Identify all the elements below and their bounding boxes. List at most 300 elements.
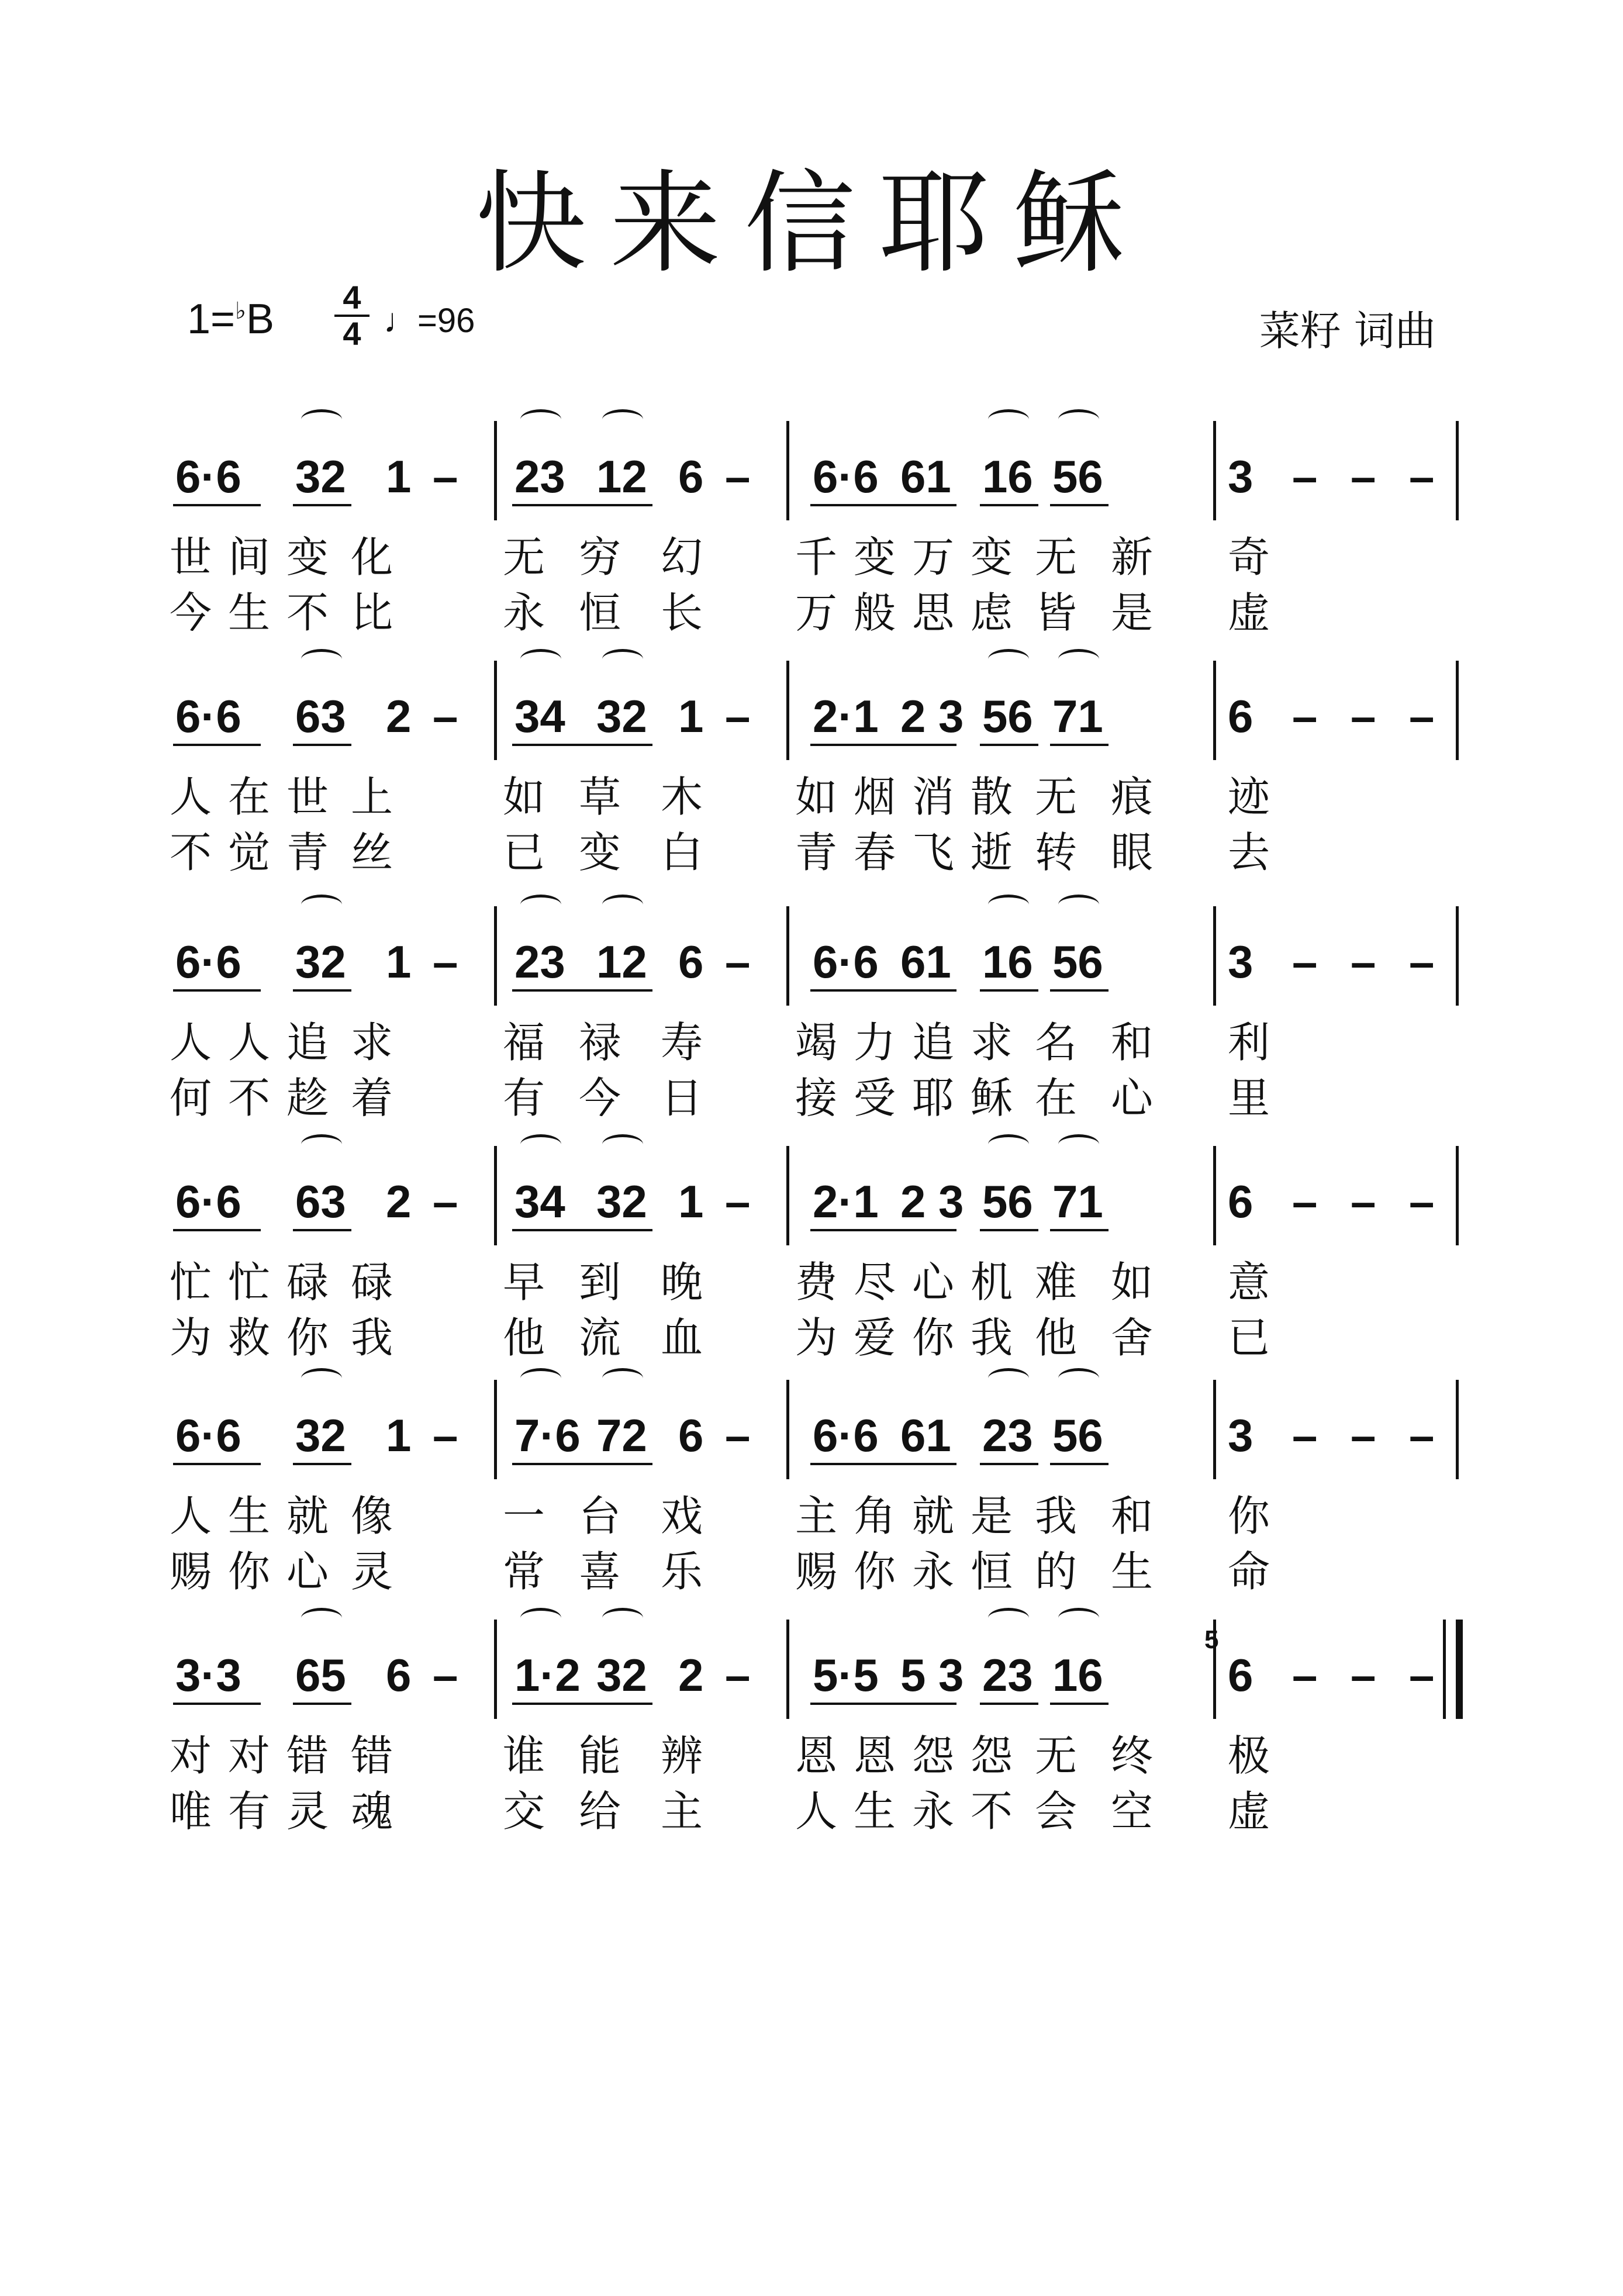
- lyric-char: 他: [503, 1313, 545, 1362]
- lyric-char: 常: [503, 1547, 545, 1596]
- lyric-char: 恒: [579, 588, 621, 637]
- lyric-char: 人: [170, 1491, 212, 1541]
- lyric-char: 去: [1228, 828, 1270, 877]
- lyric-char: 永: [912, 1547, 955, 1596]
- lyric-verse-2: [170, 1304, 1339, 1362]
- lyric-char: 飞: [912, 828, 955, 877]
- song-title: 快来信耶稣: [475, 159, 1148, 288]
- time-top: 4: [343, 279, 361, 316]
- lyric-char: 我: [351, 1313, 393, 1362]
- barline: [1213, 1146, 1216, 1245]
- lyric-char: 戏: [661, 1491, 703, 1541]
- lyric-char: 竭: [795, 1018, 838, 1067]
- lyric-char: 费: [795, 1258, 838, 1307]
- beam-underline: [293, 989, 351, 992]
- slur: [1058, 409, 1099, 430]
- lyric-char: 丝: [351, 828, 393, 877]
- note: 32: [295, 1410, 346, 1461]
- lyric-char: 思: [912, 588, 955, 637]
- lyric-char: 力: [854, 1018, 896, 1067]
- beam-underline: [173, 989, 261, 992]
- lyric-char: 有: [503, 1073, 545, 1123]
- slur: [988, 895, 1029, 915]
- lyric-char: 福: [503, 1018, 545, 1067]
- lyric-char: 春: [854, 828, 896, 877]
- beam-underline: [173, 1229, 261, 1231]
- lyric-char: 虑: [971, 588, 1013, 637]
- note: 16: [982, 451, 1033, 502]
- lyric-char: 恩: [854, 1731, 896, 1780]
- lyric-char: 已: [503, 828, 545, 877]
- barline: [1213, 661, 1216, 760]
- barline: [786, 661, 789, 760]
- barline: [1456, 661, 1459, 760]
- note: 2 3: [900, 1176, 964, 1227]
- beam-underline: [810, 744, 898, 746]
- beam-underline: [898, 1703, 956, 1705]
- note: –: [1409, 936, 1435, 988]
- barline: [494, 906, 497, 1006]
- lyric-char: 你: [228, 1547, 271, 1596]
- lyric-char: 空: [1111, 1787, 1154, 1836]
- final-barline-thin: [1443, 1620, 1446, 1719]
- lyric-char: 今: [170, 588, 212, 637]
- note: –: [1409, 690, 1435, 742]
- lyric-char: 趁: [286, 1073, 329, 1123]
- beam-underline: [173, 1703, 261, 1705]
- lyric-char: 千: [795, 533, 838, 582]
- beam-underline: [1050, 1703, 1109, 1705]
- note: 1·2: [514, 1649, 581, 1701]
- lyric-char: 转: [1035, 828, 1078, 877]
- lyric-char: 永: [912, 1787, 955, 1836]
- notes-row: [175, 450, 1462, 515]
- lyric-char: 新: [1111, 533, 1154, 582]
- slur: [988, 1608, 1029, 1628]
- lyric-char: 变: [286, 533, 329, 582]
- lyric-char: 虚: [1228, 1787, 1270, 1836]
- lyric-char: 烟: [854, 772, 896, 821]
- slur: [301, 409, 342, 430]
- lyric-char: 已: [1228, 1313, 1270, 1362]
- note: 32: [295, 451, 346, 502]
- lyric-char: 你: [912, 1313, 955, 1362]
- note: 56: [1052, 936, 1103, 988]
- lyric-char: 谁: [503, 1731, 545, 1780]
- note: 34: [514, 690, 565, 742]
- lyric-char: 名: [1035, 1018, 1078, 1067]
- lyric-char: 今: [579, 1073, 621, 1123]
- beam-underline: [1050, 989, 1109, 992]
- beam-underline: [898, 1463, 956, 1465]
- lyric-char: 求: [971, 1018, 1013, 1067]
- lyric-char: 生: [228, 1491, 271, 1541]
- slur: [1058, 895, 1099, 915]
- beam-underline: [293, 1229, 351, 1231]
- lyric-char: 变: [579, 828, 621, 877]
- lyric-char: 到: [579, 1258, 621, 1307]
- lyric-char: 何: [170, 1073, 212, 1123]
- beam-underline: [594, 744, 652, 746]
- note: 56: [1052, 451, 1103, 502]
- note: 63: [295, 690, 346, 742]
- note: 32: [596, 1176, 647, 1227]
- beam-underline: [594, 1463, 652, 1465]
- barline: [1213, 421, 1216, 520]
- lyric-char: 万: [912, 533, 955, 582]
- lyric-char: 心: [286, 1547, 329, 1596]
- slur: [602, 1134, 643, 1155]
- note: 1: [386, 1410, 412, 1461]
- lyric-char: 舍: [1111, 1313, 1154, 1362]
- beam-underline: [1050, 504, 1109, 506]
- lyric-char: 角: [854, 1491, 896, 1541]
- lyric-char: 不: [971, 1787, 1013, 1836]
- note: –: [1292, 690, 1318, 742]
- barline: [786, 906, 789, 1006]
- lyric-char: 忙: [170, 1258, 212, 1307]
- lyric-char: 着: [351, 1073, 393, 1123]
- note: –: [433, 936, 458, 988]
- lyric-char: 变: [971, 533, 1013, 582]
- note: –: [1292, 451, 1318, 502]
- notes-row: [175, 1175, 1462, 1240]
- note: –: [433, 1649, 458, 1701]
- slur: [301, 1608, 342, 1628]
- barline: [494, 661, 497, 760]
- note: 61: [900, 1410, 951, 1461]
- barline: [494, 1620, 497, 1719]
- lyric-char: 能: [579, 1731, 621, 1780]
- lyric-char: 禄: [579, 1018, 621, 1067]
- note: 6: [678, 1410, 704, 1461]
- lyric-char: 皆: [1035, 588, 1078, 637]
- note: 16: [982, 936, 1033, 988]
- note: –: [725, 1649, 751, 1701]
- note: –: [1351, 1176, 1376, 1227]
- slur: [988, 409, 1029, 430]
- author-credit: 菜籽 词曲: [1259, 307, 1436, 355]
- note: 6·6: [813, 451, 879, 502]
- beam-underline: [810, 1463, 898, 1465]
- note: 5 3: [900, 1649, 964, 1701]
- note: 16: [1052, 1649, 1103, 1701]
- note: 6·6: [175, 451, 241, 502]
- note: 3: [1228, 936, 1253, 988]
- notes-row: [175, 935, 1462, 1000]
- lyric-char: 碌: [351, 1258, 393, 1307]
- note: –: [433, 1410, 458, 1461]
- note: 32: [596, 690, 647, 742]
- lyric-char: 无: [1035, 772, 1078, 821]
- note: 56: [1052, 1410, 1103, 1461]
- beam-underline: [594, 504, 652, 506]
- barline: [494, 421, 497, 520]
- lyric-char: 受: [854, 1073, 896, 1123]
- note: 1: [678, 690, 704, 742]
- lyric-char: 心: [1111, 1073, 1154, 1123]
- note: 56: [982, 690, 1033, 742]
- lyric-char: 如: [503, 772, 545, 821]
- lyric-char: 终: [1111, 1731, 1154, 1780]
- lyric-char: 是: [1111, 588, 1154, 637]
- note: 23: [514, 451, 565, 502]
- beam-underline: [980, 989, 1038, 992]
- lyric-verse-1: [170, 1248, 1339, 1307]
- lyric-verse-2: [170, 579, 1339, 637]
- note: –: [1292, 1649, 1318, 1701]
- lyric-verse-2: [170, 1064, 1339, 1123]
- lyric-char: 的: [1035, 1547, 1078, 1596]
- slur: [602, 649, 643, 669]
- note: 1: [386, 451, 412, 502]
- note: 12: [596, 936, 647, 988]
- barline: [1456, 1146, 1459, 1245]
- note: 6·6: [175, 1410, 241, 1461]
- note: 61: [900, 451, 951, 502]
- slur: [520, 649, 561, 669]
- note: –: [725, 936, 751, 988]
- lyric-char: 永: [503, 588, 545, 637]
- note: 6·6: [175, 1176, 241, 1227]
- beam-underline: [980, 744, 1038, 746]
- beam-underline: [512, 1229, 600, 1231]
- lyric-char: 极: [1228, 1731, 1270, 1780]
- notes-row: [175, 1409, 1462, 1473]
- slur: [1058, 649, 1099, 669]
- beam-underline: [898, 1229, 956, 1231]
- lyric-verse-1: [170, 1009, 1339, 1067]
- lyric-char: 日: [661, 1073, 703, 1123]
- lyric-char: 你: [286, 1313, 329, 1362]
- lyric-char: 台: [579, 1491, 621, 1541]
- note: –: [1409, 1176, 1435, 1227]
- lyric-char: 生: [228, 588, 271, 637]
- lyric-char: 忙: [228, 1258, 271, 1307]
- lyric-char: 怨: [971, 1731, 1013, 1780]
- notes-row: [175, 690, 1462, 754]
- lyric-char: 里: [1228, 1073, 1270, 1123]
- beam-underline: [898, 744, 956, 746]
- barline: [786, 1146, 789, 1245]
- lyric-char: 稣: [971, 1073, 1013, 1123]
- note: –: [1292, 936, 1318, 988]
- beam-underline: [810, 504, 898, 506]
- grace-note: 5: [1204, 1625, 1219, 1654]
- note: 65: [295, 1649, 346, 1701]
- barline: [1213, 1380, 1216, 1479]
- note: 6: [678, 936, 704, 988]
- lyric-char: 对: [228, 1731, 271, 1780]
- beam-underline: [980, 1703, 1038, 1705]
- note: 3·3: [175, 1649, 241, 1701]
- beam-underline: [980, 1463, 1038, 1465]
- note: 23: [982, 1649, 1033, 1701]
- note: –: [725, 451, 751, 502]
- lyric-char: 在: [1035, 1073, 1078, 1123]
- beam-underline: [293, 1463, 351, 1465]
- slur: [301, 895, 342, 915]
- lyric-char: 上: [351, 772, 393, 821]
- lyric-char: 穷: [579, 533, 621, 582]
- slur: [988, 1368, 1029, 1389]
- lyric-char: 有: [228, 1787, 271, 1836]
- lyric-char: 早: [503, 1258, 545, 1307]
- lyric-char: 和: [1111, 1018, 1154, 1067]
- lyric-char: 为: [170, 1313, 212, 1362]
- tempo-marking: ♩=96: [384, 302, 475, 340]
- note: 6·6: [175, 936, 241, 988]
- lyric-verse-2: [170, 819, 1339, 877]
- note: 6: [678, 451, 704, 502]
- lyric-char: 万: [795, 588, 838, 637]
- beam-underline: [898, 989, 956, 992]
- lyric-char: 不: [286, 588, 329, 637]
- lyric-char: 逝: [971, 828, 1013, 877]
- slur: [520, 1134, 561, 1155]
- lyric-verse-2: [170, 1538, 1339, 1596]
- slur: [301, 649, 342, 669]
- lyric-char: 觉: [228, 828, 271, 877]
- notes-row: [175, 1649, 1462, 1713]
- slur: [1058, 1134, 1099, 1155]
- note: –: [1409, 1410, 1435, 1461]
- note: 6: [386, 1649, 412, 1701]
- lyric-char: 难: [1035, 1258, 1078, 1307]
- beam-underline: [810, 989, 898, 992]
- slur: [1058, 1368, 1099, 1389]
- beam-underline: [1050, 1463, 1109, 1465]
- barline: [494, 1146, 497, 1245]
- beam-underline: [594, 1703, 652, 1705]
- beam-underline: [898, 504, 956, 506]
- lyric-char: 消: [912, 772, 955, 821]
- lyric-char: 尽: [854, 1258, 896, 1307]
- slur: [602, 1608, 643, 1628]
- lyric-char: 灵: [351, 1547, 393, 1596]
- note: 6·6: [175, 690, 241, 742]
- lyric-char: 眼: [1111, 828, 1154, 877]
- note: 1: [386, 936, 412, 988]
- slur: [602, 1368, 643, 1389]
- note: 6: [1228, 1176, 1253, 1227]
- lyric-char: 你: [1228, 1491, 1270, 1541]
- slur: [520, 895, 561, 915]
- note: –: [1351, 1410, 1376, 1461]
- lyric-char: 赐: [795, 1547, 838, 1596]
- lyric-char: 不: [170, 828, 212, 877]
- lyric-char: 血: [661, 1313, 703, 1362]
- note: –: [433, 690, 458, 742]
- final-barline: [1456, 1620, 1463, 1719]
- lyric-char: 生: [854, 1787, 896, 1836]
- beam-underline: [173, 1463, 261, 1465]
- lyric-char: 救: [228, 1313, 271, 1362]
- beam-underline: [1050, 1229, 1109, 1231]
- note: 61: [900, 936, 951, 988]
- note: –: [433, 1176, 458, 1227]
- note: –: [1292, 1176, 1318, 1227]
- lyric-char: 是: [971, 1491, 1013, 1541]
- beam-underline: [810, 1229, 898, 1231]
- note: 23: [982, 1410, 1033, 1461]
- lyric-verse-1: [170, 1722, 1339, 1780]
- lyric-char: 人: [170, 1018, 212, 1067]
- beam-underline: [173, 744, 261, 746]
- lyric-char: 青: [286, 828, 329, 877]
- lyric-char: 奇: [1228, 533, 1270, 582]
- lyric-char: 痕: [1111, 772, 1154, 821]
- lyric-char: 散: [971, 772, 1013, 821]
- key-note: B: [246, 296, 274, 343]
- slur: [520, 409, 561, 430]
- slur: [520, 1608, 561, 1628]
- beam-underline: [173, 504, 261, 506]
- lyric-char: 唯: [170, 1787, 212, 1836]
- lyric-char: 木: [661, 772, 703, 821]
- lyric-char: 虚: [1228, 588, 1270, 637]
- note: 5·5: [813, 1649, 879, 1701]
- lyric-char: 在: [228, 772, 271, 821]
- time-signature: [334, 281, 370, 351]
- note: 71: [1052, 690, 1103, 742]
- lyric-char: 无: [1035, 1731, 1078, 1780]
- lyric-char: 魂: [351, 1787, 393, 1836]
- note: –: [1292, 1410, 1318, 1461]
- slur: [1058, 1608, 1099, 1628]
- lyric-char: 化: [351, 533, 393, 582]
- lyric-char: 给: [579, 1787, 621, 1836]
- lyric-char: 恒: [971, 1547, 1013, 1596]
- lyric-char: 晚: [661, 1258, 703, 1307]
- slur: [988, 649, 1029, 669]
- note: –: [1351, 451, 1376, 502]
- lyric-char: 主: [661, 1787, 703, 1836]
- note: 56: [982, 1176, 1033, 1227]
- lyric-char: 流: [579, 1313, 621, 1362]
- lyric-char: 白: [661, 828, 703, 877]
- lyric-verse-1: [170, 1482, 1339, 1541]
- lyric-char: 变: [854, 533, 896, 582]
- barline: [1213, 906, 1216, 1006]
- lyric-char: 求: [351, 1018, 393, 1067]
- lyric-char: 耶: [912, 1073, 955, 1123]
- note: –: [433, 451, 458, 502]
- barline: [1456, 906, 1459, 1006]
- note: 32: [596, 1649, 647, 1701]
- lyric-char: 主: [795, 1491, 838, 1541]
- lyric-char: 间: [228, 533, 271, 582]
- beam-underline: [980, 504, 1038, 506]
- slur: [602, 895, 643, 915]
- lyric-verse-2: [170, 1777, 1339, 1836]
- note: –: [1351, 936, 1376, 988]
- barline: [786, 421, 789, 520]
- lyric-char: 恩: [795, 1731, 838, 1780]
- key-prefix: 1=: [187, 296, 236, 343]
- note: 2 3: [900, 690, 964, 742]
- lyric-char: 乐: [661, 1547, 703, 1596]
- note: 32: [295, 936, 346, 988]
- note: –: [1351, 1649, 1376, 1701]
- lyric-char: 灵: [286, 1787, 329, 1836]
- lyric-char: 追: [912, 1018, 955, 1067]
- key-signature: [187, 295, 274, 343]
- lyric-char: 我: [971, 1313, 1013, 1362]
- note: 34: [514, 1176, 565, 1227]
- lyric-char: 草: [579, 772, 621, 821]
- lyric-char: 比: [351, 588, 393, 637]
